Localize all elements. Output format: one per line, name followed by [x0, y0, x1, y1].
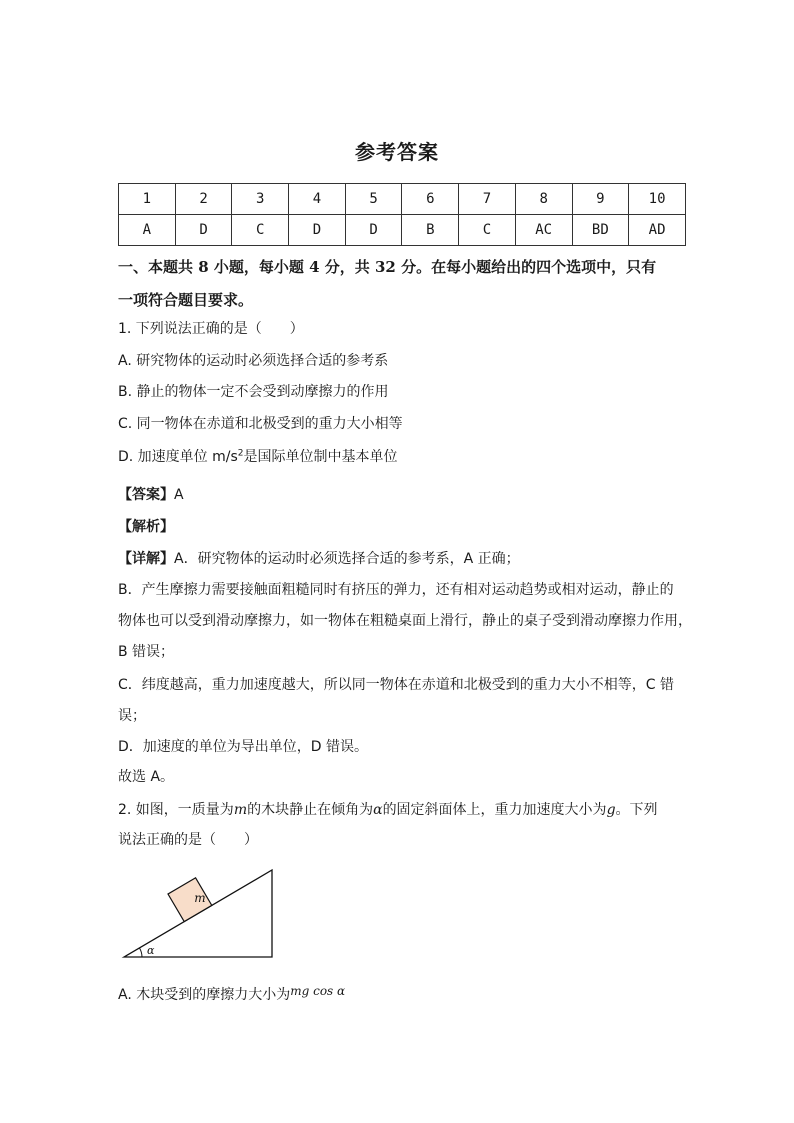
table-cell: 3 [232, 184, 289, 215]
table-cell: 10 [629, 184, 686, 215]
q2-stem-part3: 的固定斜面体上，重力加速度大小为 [382, 802, 607, 818]
table-cell: AC [515, 215, 572, 246]
q2-stem-part4: 。下列 [615, 802, 658, 818]
answer-tag: 【答案】 [118, 487, 174, 503]
section-heading-line1: 一、本题共 8 小题，每小题 4 分，共 32 分。在每小题给出的四个选项中，只有 [118, 258, 657, 276]
detail-line-6: 误； [118, 708, 146, 724]
detail-line-3: 物体也可以受到滑动摩擦力，如一物体在粗糙桌面上滑行，静止的桌子受到滑动摩擦力作用， [118, 613, 692, 629]
q1-option-d-suffix: 是国际单位制中基本单位 [243, 449, 398, 465]
detail-line-1 [118, 548, 520, 568]
detail-line-5: C．纬度越高，重力加速度越大，所以同一物体在赤道和北极受到的重力大小不相等，C 错 [118, 677, 674, 693]
table-cell: 2 [175, 184, 232, 215]
answer-table [118, 183, 686, 246]
conclusion: 故选 A。 [118, 769, 175, 785]
table-cell: 5 [345, 184, 402, 215]
incline-figure [118, 862, 278, 962]
q2-option-a-formula: mg cos α [290, 984, 346, 998]
table-cell: C [459, 215, 516, 246]
table-cell: 8 [515, 184, 572, 215]
q1-option-d-exponent: 2 [237, 448, 244, 459]
answer-table-number-row [119, 184, 686, 215]
table-cell: 9 [572, 184, 629, 215]
answer-table-answer-row [119, 215, 686, 246]
q1-option-d [118, 446, 398, 466]
table-cell: BD [572, 215, 629, 246]
q1-option-c: C. 同一物体在赤道和北极受到的重力大小相等 [118, 416, 403, 432]
table-cell: D [289, 215, 346, 246]
q2-option-a [118, 984, 345, 1004]
table-cell: C [232, 215, 289, 246]
q2-gravity-symbol: g [606, 802, 616, 818]
q2-option-a-text: A. 木块受到的摩擦力大小为 [118, 987, 291, 1003]
table-cell: 7 [459, 184, 516, 215]
detail-line-7: D．加速度的单位为导出单位，D 错误。 [118, 739, 369, 755]
detail-text-1: A．研究物体的运动时必须选择合适的参考系，A 正确； [174, 551, 520, 567]
page-title: 参考答案 [355, 140, 439, 164]
q2-stem-part1: 2. 如图，一质量为 [118, 802, 234, 818]
analysis-tag: 【解析】 [118, 519, 174, 535]
table-cell: B [402, 215, 459, 246]
table-cell: D [345, 215, 402, 246]
block-label: m [194, 891, 206, 905]
detail-line-4: B 错误； [118, 644, 175, 660]
q2-angle-symbol: α [373, 802, 383, 818]
detail-tag: 【详解】 [118, 551, 174, 567]
detail-line-2: B．产生摩擦力需要接触面粗糙同时有挤压的弹力，还有相对运动趋势或相对运动，静止的 [118, 582, 674, 598]
q1-answer [118, 484, 184, 504]
q2-stem-line1 [118, 799, 658, 819]
angle-label: α [147, 944, 155, 957]
q2-mass-symbol: m [233, 802, 248, 818]
table-cell: AD [629, 215, 686, 246]
q1-option-d-prefix: D. 加速度单位 m/s [118, 449, 238, 465]
q1-stem: 1. 下列说法正确的是（ ） [118, 321, 304, 337]
table-cell: A [119, 215, 176, 246]
q2-stem-line2: 说法正确的是（ ） [118, 832, 258, 848]
table-cell: D [175, 215, 232, 246]
q2-stem-part2: 的木块静止在倾角为 [247, 802, 374, 818]
answer-value: A [174, 487, 184, 503]
table-cell: 6 [402, 184, 459, 215]
angle-arc [140, 948, 143, 957]
table-cell: 4 [289, 184, 346, 215]
q1-option-b: B. 静止的物体一定不会受到动摩擦力的作用 [118, 384, 389, 400]
section-heading-line2: 一项符合题目要求。 [118, 291, 254, 309]
table-cell: 1 [119, 184, 176, 215]
q1-option-a: A. 研究物体的运动时必须选择合适的参考系 [118, 353, 389, 369]
